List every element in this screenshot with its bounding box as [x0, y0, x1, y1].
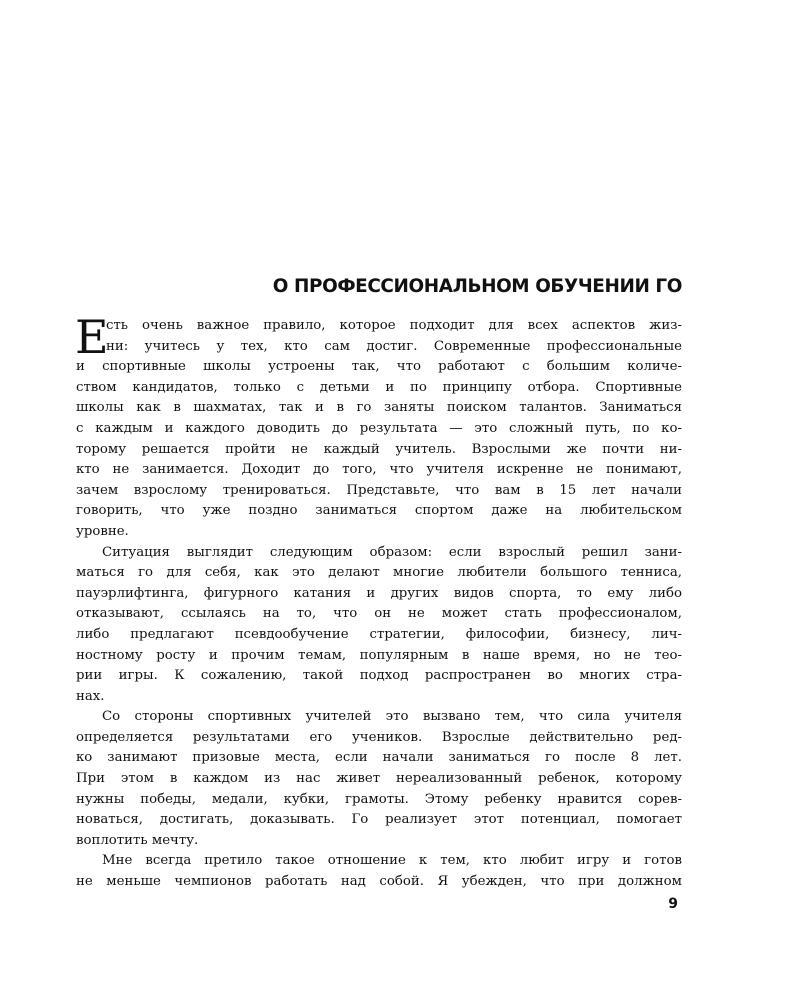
paragraph-2 [76, 543, 682, 708]
paragraph-1 [75, 310, 682, 543]
text-line: школы как в шахматах, так и в го заняты поиском талантов. Заниматься [76, 400, 682, 416]
text-line: сть очень важное правило, которое подходит для всех аспектов жиз- [106, 318, 682, 333]
chapter-heading: О ПРОФЕССИОНАЛЬНОМ ОБУЧЕНИИ ГО [272, 276, 682, 297]
text-line: ством кандидатов, только с детьми и по принципу отбора. Спортивные [76, 379, 682, 395]
text-line: с каждым и каждого доводить до результата — это сложный путь, по ко- [76, 420, 682, 436]
text-line: рии игры. К сожалению, такой подход распространен во многих стра- [76, 668, 682, 684]
text-line: маться го для себя, как это делают многие любители большого тенниса, [76, 565, 682, 581]
paragraph-3 [76, 707, 682, 851]
text-line: Ситуация выглядит следующим образом: если взрослый решил зани- [102, 544, 682, 560]
text-line: пауэрлифтинга, фигурного катания и других видов спорта, то ему либо [76, 585, 682, 601]
text-line: ко занимают призовые места, если начали заниматься го после 8 лет. [76, 750, 682, 766]
text-line: не меньше чемпионов работать над собой. Я убежден, что при должном [76, 874, 682, 890]
paragraph-4 [76, 851, 682, 892]
text-line: ни: учитесь у тех, кто сам достиг. Современные профессиональные [106, 338, 682, 354]
text-line: нужны победы, медали, кубки, грамоты. Этому ребенку нравится сорев- [76, 791, 682, 807]
text-line: торому решается пройти не каждый учитель. Взрослыми же почти ни- [76, 441, 682, 457]
text-line: кто не занимается. Доходит до того, что учителя искренне не понимают, [76, 462, 682, 478]
body-text [75, 310, 682, 893]
page-number: 9 [668, 896, 678, 912]
text-line: отказывают, ссылаясь на то, что он не может стать профессионалом, [76, 606, 682, 622]
text-line: При этом в каждом из нас живет нереализованный ребенок, которому [76, 771, 682, 787]
text-line: нах. [76, 688, 105, 704]
text-line: либо предлагают псевдообучение стратегии, философии, бизнесу, лич- [76, 626, 682, 642]
drop-cap: Е [75, 310, 109, 364]
text-line: Мне всегда претило такое отношение к тем, кто любит игру и готов [102, 853, 682, 869]
text-line: Со стороны спортивных учителей это вызвано тем, что сила учителя [102, 709, 682, 725]
text-line: новаться, достигать, доказывать. Го реализует этот потенциал, помогает [76, 812, 682, 828]
text-line: и спортивные школы устроены так, что работают с большим количе- [76, 359, 682, 375]
text-line: ностному росту и прочим темам, популярным в наше время, но не тео- [76, 647, 682, 663]
text-line: определяется результатами его учеников. Взрослые действительно ред- [76, 729, 682, 745]
text-line: говорить, что уже поздно заниматься спортом даже на любительском [76, 503, 682, 519]
text-line: воплотить мечту. [76, 832, 199, 848]
text-line: зачем взрослому тренироваться. Представьте, что вам в 15 лет начали [76, 482, 682, 498]
text-line: уровне. [76, 523, 129, 539]
